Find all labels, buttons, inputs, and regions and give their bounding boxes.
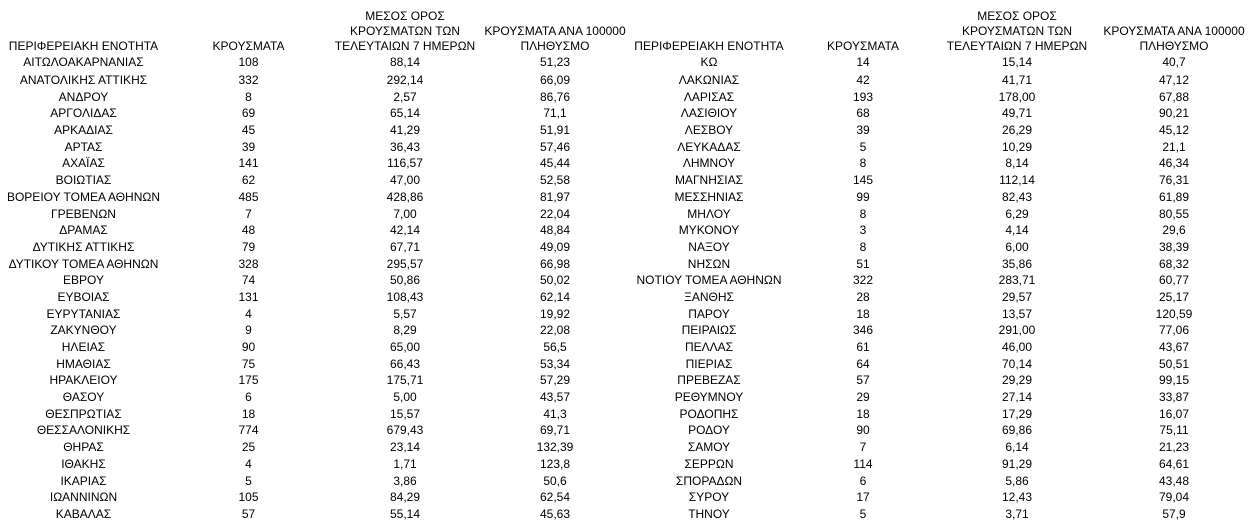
cell-left-cases: 108 bbox=[238, 55, 259, 69]
table-row bbox=[0, 55, 1252, 72]
cell-right-cases: 3 bbox=[859, 223, 867, 238]
cell-left-region: ΗΜΑΘΙΑΣ bbox=[56, 356, 111, 371]
cell-left-cases: 48 bbox=[241, 223, 256, 238]
table-row bbox=[0, 456, 1252, 473]
cell-left-avg7: 42,14 bbox=[389, 223, 421, 238]
cell-right-per100k: 50,51 bbox=[1158, 356, 1190, 371]
cell-left-per100k: 48,84 bbox=[539, 223, 571, 238]
cell-left-per100k: 49,09 bbox=[539, 239, 571, 254]
cell-left-per100k: 45,63 bbox=[539, 506, 571, 521]
cell-left-cases: 39 bbox=[241, 139, 256, 154]
cell-right-per100k: 33,87 bbox=[1158, 390, 1190, 405]
cell-right-avg7: 13,57 bbox=[1001, 306, 1033, 321]
cell-right-per100k: 43,67 bbox=[1158, 340, 1190, 355]
cell-left-avg7: 67,71 bbox=[389, 239, 421, 254]
cell-right-cases: 8 bbox=[859, 156, 867, 171]
cell-left-avg7: 8,29 bbox=[393, 323, 417, 338]
table-row bbox=[0, 355, 1252, 372]
cell-left-cases: 25 bbox=[241, 440, 256, 455]
cell-left-per100k: 50,6 bbox=[543, 473, 567, 488]
cell-left-avg7: 65,14 bbox=[389, 106, 421, 121]
cell-left-cases: 774 bbox=[238, 423, 259, 438]
cell-right-per100k: 79,04 bbox=[1158, 490, 1190, 505]
cell-left-cases: 5 bbox=[245, 473, 252, 488]
cell-left-per100k: 132,39 bbox=[536, 440, 574, 455]
table-row bbox=[0, 88, 1252, 105]
cell-left-avg7: 3,86 bbox=[393, 473, 417, 488]
header-region-right: ΠΕΡΙΦΕΡΕΙΑΚΗ ΕΝΟΤΗΤΑ bbox=[634, 39, 784, 53]
cell-left-region: ΑΡΓΟΛΙΔΑΣ bbox=[50, 106, 117, 121]
table-row bbox=[0, 172, 1252, 189]
cell-left-cases: 74 bbox=[241, 273, 256, 288]
cell-right-avg7: 6,00 bbox=[1005, 239, 1029, 254]
cell-right-region: ΛΗΜΝΟΥ bbox=[682, 156, 736, 171]
cell-left-per100k: 19,92 bbox=[539, 306, 571, 321]
cell-left-region: ΑΙΤΩΛΟΑΚΑΡΝΑΝΙΑΣ bbox=[23, 55, 144, 69]
cell-right-cases: 28 bbox=[856, 289, 870, 304]
table-row bbox=[0, 289, 1252, 306]
table-row bbox=[0, 422, 1252, 439]
cell-left-region: ΙΩΑΝΝΙΝΩΝ bbox=[49, 490, 118, 505]
cell-left-per100k: 51,23 bbox=[539, 55, 571, 69]
cell-left-region: ΘΕΣΣΑΛΟΝΙΚΗΣ bbox=[36, 423, 131, 438]
cell-left-region: ΑΡΤΑΣ bbox=[64, 139, 103, 154]
cell-left-region: ΗΛΕΙΑΣ bbox=[61, 340, 106, 355]
cell-right-per100k: 45,12 bbox=[1158, 123, 1190, 138]
cell-right-avg7: 26,29 bbox=[1001, 123, 1033, 138]
header-per100k-left: ΚΡΟΥΣΜΑΤΑ ΑΝΑ 100000 ΠΛΗΘΥΣΜΟ bbox=[484, 24, 626, 53]
cell-right-per100k: 43,48 bbox=[1158, 473, 1190, 488]
cell-right-avg7: 17,29 bbox=[1001, 406, 1033, 421]
cell-left-avg7: 50,86 bbox=[389, 273, 421, 288]
cell-right-per100k: 76,31 bbox=[1158, 173, 1190, 188]
cell-left-region: ΑΝΔΡΟΥ bbox=[58, 89, 109, 104]
cell-left-region: ΒΟΡΕΙΟΥ ΤΟΜΕΑ ΑΘΗΝΩΝ bbox=[6, 189, 161, 204]
cell-right-per100k: 61,89 bbox=[1158, 189, 1190, 204]
cell-right-avg7: 12,43 bbox=[1001, 490, 1033, 505]
cell-left-avg7: 175,71 bbox=[386, 373, 424, 388]
cell-right-per100k: 21,1 bbox=[1162, 139, 1186, 154]
cell-right-avg7: 91,29 bbox=[1001, 456, 1033, 471]
table-row bbox=[0, 138, 1252, 155]
cell-right-region: ΠΕΙΡΑΙΩΣ bbox=[681, 323, 737, 338]
cell-right-cases: 61 bbox=[856, 340, 870, 355]
cell-left-per100k: 53,34 bbox=[539, 356, 571, 371]
cell-left-region: ΙΚΑΡΙΑΣ bbox=[60, 473, 107, 488]
cell-left-avg7: 2,57 bbox=[393, 89, 417, 104]
cell-right-cases: 51 bbox=[856, 256, 870, 271]
cell-left-per100k: 81,97 bbox=[539, 189, 571, 204]
cell-right-per100k: 16,07 bbox=[1158, 406, 1190, 421]
table-body bbox=[0, 55, 1252, 522]
cell-left-region: ΙΘΑΚΗΣ bbox=[61, 456, 106, 471]
cell-left-avg7: 1,71 bbox=[393, 456, 417, 471]
cell-right-region: ΤΗΝΟΥ bbox=[688, 506, 730, 521]
cell-right-cases: 39 bbox=[856, 123, 870, 138]
cell-left-avg7: 65,00 bbox=[389, 340, 421, 355]
cell-right-region: ΡΟΔΟΥ bbox=[688, 423, 730, 438]
cell-right-cases: 145 bbox=[852, 173, 874, 188]
cell-left-cases: 105 bbox=[238, 490, 259, 505]
cell-left-avg7: 116,57 bbox=[387, 156, 423, 171]
cell-left-cases: 8 bbox=[245, 89, 252, 104]
cell-left-avg7: 84,29 bbox=[389, 490, 421, 505]
cell-left-cases: 57 bbox=[241, 506, 256, 521]
cell-left-avg7: 679,43 bbox=[386, 423, 424, 438]
cell-right-region: ΛΕΥΚΑΔΑΣ bbox=[677, 139, 741, 154]
header-avg7-left: ΜΕΣΟΣ ΟΡΟΣ ΚΡΟΥΣΜΑΤΩΝ ΤΩΝ ΤΕΛΕΥΤΑΙΩΝ 7 ΗΜΕΡΩΝ bbox=[334, 9, 476, 53]
cell-left-cases: 131 bbox=[238, 289, 259, 304]
cell-right-region: ΣΥΡΟΥ bbox=[688, 490, 730, 505]
cell-right-avg7: 27,14 bbox=[1001, 390, 1033, 405]
cell-right-avg7: 49,71 bbox=[1001, 106, 1033, 121]
cell-right-cases: 8 bbox=[859, 239, 867, 254]
cell-left-cases: 69 bbox=[241, 106, 256, 121]
header-region-left: ΠΕΡΙΦΕΡΕΙΑΚΗ ΕΝΟΤΗΤΑ bbox=[8, 39, 159, 53]
cell-right-cases: 6 bbox=[859, 473, 867, 488]
cell-right-per100k: 120,59 bbox=[1155, 306, 1193, 321]
cell-right-cases: 14 bbox=[856, 55, 870, 69]
table-row bbox=[0, 155, 1252, 172]
cell-left-region: ΔΥΤΙΚΗΣ ΑΤΤΙΚΗΣ bbox=[32, 239, 135, 254]
cell-right-avg7: 46,00 bbox=[1001, 340, 1033, 355]
cell-left-avg7: 7,00 bbox=[393, 206, 417, 221]
cell-left-avg7: 5,00 bbox=[393, 390, 417, 405]
cell-left-per100k: 57,29 bbox=[539, 373, 571, 388]
cell-left-cases: 485 bbox=[238, 189, 259, 204]
cell-left-avg7: 41,29 bbox=[389, 123, 421, 138]
cell-left-cases: 79 bbox=[241, 239, 256, 254]
cell-right-per100k: 40,7 bbox=[1162, 55, 1186, 69]
cell-right-per100k: 25,17 bbox=[1158, 289, 1190, 304]
table-row bbox=[0, 472, 1252, 489]
cell-right-cases: 42 bbox=[856, 73, 870, 88]
cell-right-avg7: 291,00 bbox=[998, 323, 1036, 338]
cell-left-avg7: 66,43 bbox=[389, 356, 421, 371]
cell-right-per100k: 64,61 bbox=[1158, 456, 1190, 471]
cell-right-avg7: 70,14 bbox=[1001, 356, 1033, 371]
cell-right-region: ΜΗΛΟΥ bbox=[687, 206, 731, 221]
cell-right-region: ΝΑΞΟΥ bbox=[688, 239, 730, 254]
cell-left-avg7: 5,57 bbox=[393, 306, 417, 321]
table-row bbox=[0, 506, 1252, 523]
cell-right-avg7: 6,29 bbox=[1005, 206, 1029, 221]
cell-left-region: ΑΝΑΤΟΛΙΚΗΣ ΑΤΤΙΚΗΣ bbox=[19, 73, 148, 88]
cell-right-avg7: 41,71 bbox=[1001, 73, 1033, 88]
cell-right-cases: 8 bbox=[859, 206, 867, 221]
cell-left-region: ΓΡΕΒΕΝΩΝ bbox=[51, 206, 116, 221]
cell-left-per100k: 45,44 bbox=[539, 156, 571, 171]
cell-right-per100k: 21,23 bbox=[1158, 440, 1190, 455]
cell-right-per100k: 46,34 bbox=[1158, 156, 1190, 171]
table-row bbox=[0, 189, 1252, 206]
cell-left-avg7: 295,57 bbox=[386, 256, 424, 271]
cell-left-cases: 6 bbox=[245, 390, 252, 405]
cell-left-cases: 7 bbox=[245, 206, 252, 221]
cell-right-region: ΛΑΣΙΘΙΟΥ bbox=[680, 106, 738, 121]
cell-left-avg7: 47,00 bbox=[389, 173, 421, 188]
cell-right-region: ΝΗΣΩΝ bbox=[687, 256, 731, 271]
cell-left-per100k: 43,57 bbox=[539, 390, 571, 405]
cell-right-avg7: 4,14 bbox=[1005, 223, 1029, 238]
table-row bbox=[0, 372, 1252, 389]
cell-right-per100k: 57,9 bbox=[1162, 506, 1186, 521]
cell-left-cases: 90 bbox=[241, 340, 256, 355]
cell-right-cases: 346 bbox=[852, 323, 874, 338]
cell-right-avg7: 8,14 bbox=[1005, 156, 1029, 171]
cell-right-cases: 7 bbox=[859, 440, 867, 455]
cell-right-avg7: 5,86 bbox=[1005, 473, 1029, 488]
cell-right-cases: 64 bbox=[856, 356, 870, 371]
cell-left-per100k: 57,46 bbox=[539, 139, 571, 154]
cell-right-per100k: 68,32 bbox=[1158, 256, 1190, 271]
cell-left-per100k: 41,3 bbox=[543, 406, 567, 421]
cell-right-avg7: 283,71 bbox=[998, 273, 1036, 288]
cell-left-per100k: 62,54 bbox=[539, 490, 571, 505]
cell-right-avg7: 29,57 bbox=[1001, 289, 1033, 304]
cell-right-cases: 5 bbox=[859, 506, 867, 521]
cell-left-region: ΕΥΡΥΤΑΝΙΑΣ bbox=[46, 306, 121, 321]
cell-left-avg7: 55,14 bbox=[389, 506, 421, 521]
cell-right-per100k: 29,6 bbox=[1162, 223, 1186, 238]
table-row bbox=[0, 272, 1252, 289]
cell-right-avg7: 6,14 bbox=[1005, 440, 1029, 455]
cell-right-region: ΞΑΝΘΗΣ bbox=[684, 289, 734, 304]
cell-left-per100k: 51,91 bbox=[539, 123, 571, 138]
table-row bbox=[0, 222, 1252, 239]
cell-left-cases: 75 bbox=[241, 356, 256, 371]
cell-right-region: ΡΟΔΟΠΗΣ bbox=[679, 406, 739, 421]
table-row bbox=[0, 389, 1252, 406]
cell-right-region: ΜΑΓΝΗΣΙΑΣ bbox=[674, 173, 744, 188]
cell-right-per100k: 60,77 bbox=[1158, 273, 1190, 288]
cell-left-per100k: 66,98 bbox=[539, 256, 571, 271]
table-row bbox=[0, 439, 1252, 456]
cell-right-cases: 17 bbox=[856, 490, 870, 505]
cell-right-avg7: 69,86 bbox=[1001, 423, 1033, 438]
cell-right-cases: 29 bbox=[856, 390, 870, 405]
cell-left-avg7: 23,14 bbox=[389, 440, 421, 455]
cell-right-cases: 322 bbox=[852, 273, 874, 288]
table-row bbox=[0, 305, 1252, 322]
cell-left-cases: 141 bbox=[238, 156, 259, 171]
cell-right-region: ΣΕΡΡΩΝ bbox=[684, 456, 734, 471]
cell-right-cases: 5 bbox=[859, 139, 867, 154]
cell-left-per100k: 69,71 bbox=[539, 423, 571, 438]
cell-right-cases: 90 bbox=[856, 423, 870, 438]
table-row bbox=[0, 205, 1252, 222]
cell-left-region: ΘΕΣΠΡΩΤΙΑΣ bbox=[45, 406, 122, 421]
table-row bbox=[0, 405, 1252, 422]
cell-left-cases: 62 bbox=[241, 173, 256, 188]
cell-left-per100k: 66,09 bbox=[539, 73, 571, 88]
cell-right-cases: 114 bbox=[853, 456, 873, 471]
cell-right-per100k: 77,06 bbox=[1158, 323, 1190, 338]
cell-left-region: ΘΗΡΑΣ bbox=[63, 440, 104, 455]
cell-left-avg7: 292,14 bbox=[386, 73, 424, 88]
cell-left-region: ΔΡΑΜΑΣ bbox=[59, 223, 108, 238]
cell-right-avg7: 3,71 bbox=[1005, 506, 1029, 521]
cell-right-avg7: 29,29 bbox=[1001, 373, 1033, 388]
cell-left-region: ΗΡΑΚΛΕΙΟΥ bbox=[49, 373, 118, 388]
cell-left-region: ΖΑΚΥΝΘΟΥ bbox=[50, 323, 117, 338]
cell-right-region: ΠΑΡΟΥ bbox=[688, 306, 730, 321]
table-row bbox=[0, 72, 1252, 89]
cell-left-cases: 4 bbox=[245, 456, 252, 471]
cell-left-region: ΒΟΙΩΤΙΑΣ bbox=[55, 173, 112, 188]
cell-right-cases: 68 bbox=[856, 106, 870, 121]
cell-left-avg7: 108,43 bbox=[386, 289, 424, 304]
table-row bbox=[0, 105, 1252, 122]
cell-right-region: ΝΟΤΙΟΥ ΤΟΜΕΑ ΑΘΗΝΩΝ bbox=[636, 273, 782, 288]
cell-left-cases: 175 bbox=[238, 373, 259, 388]
cell-left-per100k: 71,1 bbox=[543, 106, 567, 121]
cell-left-cases: 328 bbox=[238, 256, 259, 271]
cell-right-cases: 193 bbox=[852, 89, 874, 104]
cell-left-region: ΑΧΑΪΑΣ bbox=[62, 156, 105, 171]
header-row bbox=[0, 0, 1252, 55]
cell-left-cases: 45 bbox=[241, 123, 256, 138]
cell-right-region: ΜΥΚΟΝΟΥ bbox=[678, 223, 740, 238]
cell-right-per100k: 75,11 bbox=[1159, 423, 1189, 438]
cell-left-cases: 9 bbox=[245, 323, 252, 338]
cell-left-region: ΕΥΒΟΙΑΣ bbox=[57, 289, 110, 304]
cell-right-avg7: 178,00 bbox=[998, 89, 1036, 104]
cell-right-region: ΡΕΘΥΜΝΟΥ bbox=[674, 390, 744, 405]
cell-right-region: ΠΡΕΒΕΖΑΣ bbox=[677, 373, 741, 388]
cell-right-avg7: 10,29 bbox=[1001, 139, 1033, 154]
cell-right-cases: 18 bbox=[856, 406, 870, 421]
cell-left-region: ΕΒΡΟΥ bbox=[63, 273, 104, 288]
cell-left-cases: 332 bbox=[238, 73, 259, 88]
cell-left-cases: 4 bbox=[245, 306, 252, 321]
cell-right-region: ΣΑΜΟΥ bbox=[687, 440, 731, 455]
table-row bbox=[0, 339, 1252, 356]
cell-right-per100k: 67,88 bbox=[1158, 89, 1190, 104]
cell-left-avg7: 88,14 bbox=[389, 55, 421, 69]
cell-right-cases: 18 bbox=[856, 306, 870, 321]
header-avg7-right: ΜΕΣΟΣ ΟΡΟΣ ΚΡΟΥΣΜΑΤΩΝ ΤΩΝ ΤΕΛΕΥΤΑΙΩΝ 7 ΗΜΕΡΩΝ bbox=[946, 9, 1088, 53]
header-per100k-right: ΚΡΟΥΣΜΑΤΑ ΑΝΑ 100000 ΠΛΗΘΥΣΜΟ bbox=[1103, 24, 1245, 53]
cell-left-per100k: 52,58 bbox=[539, 173, 571, 188]
cell-right-region: ΠΙΕΡΙΑΣ bbox=[685, 356, 733, 371]
cell-right-region: ΚΩ bbox=[700, 55, 718, 69]
cell-right-region: ΛΑΡΙΣΑΣ bbox=[683, 89, 735, 104]
cell-left-region: ΑΡΚΑΔΙΑΣ bbox=[54, 123, 113, 138]
cell-left-per100k: 50,02 bbox=[539, 273, 571, 288]
header-cases-left: ΚΡΟΥΣΜΑΤΑ bbox=[212, 39, 285, 53]
cell-left-per100k: 22,04 bbox=[539, 206, 571, 221]
table-row bbox=[0, 122, 1252, 139]
cell-right-cases: 99 bbox=[856, 189, 870, 204]
cell-left-region: ΚΑΒΑΛΑΣ bbox=[55, 506, 112, 521]
cell-right-per100k: 38,39 bbox=[1158, 239, 1190, 254]
cell-right-region: ΛΑΚΩΝΙΑΣ bbox=[678, 73, 740, 88]
cell-right-region: ΠΕΛΛΑΣ bbox=[684, 340, 734, 355]
cell-left-per100k: 123,8 bbox=[539, 456, 571, 471]
cell-right-avg7: 15,14 bbox=[1001, 55, 1033, 69]
cell-left-per100k: 62,14 bbox=[539, 289, 571, 304]
cell-left-region: ΔΥΤΙΚΟΥ ΤΟΜΕΑ ΑΘΗΝΩΝ bbox=[8, 256, 159, 271]
cell-right-cases: 57 bbox=[856, 373, 870, 388]
cell-left-avg7: 428,86 bbox=[386, 189, 424, 204]
cell-right-region: ΜΕΣΣΗΝΙΑΣ bbox=[674, 189, 744, 204]
cell-left-per100k: 22,08 bbox=[539, 323, 571, 338]
cell-right-per100k: 99,15 bbox=[1158, 373, 1190, 388]
cell-right-per100k: 90,21 bbox=[1158, 106, 1190, 121]
cell-right-region: ΛΕΣΒΟΥ bbox=[684, 123, 734, 138]
table-row bbox=[0, 322, 1252, 339]
cell-left-per100k: 56,5 bbox=[543, 340, 567, 355]
cell-right-per100k: 80,55 bbox=[1158, 206, 1190, 221]
cell-left-region: ΘΑΣΟΥ bbox=[62, 390, 105, 405]
cell-left-per100k: 86,76 bbox=[539, 89, 571, 104]
cell-right-avg7: 35,86 bbox=[1001, 256, 1033, 271]
cell-right-avg7: 82,43 bbox=[1001, 189, 1033, 204]
table-row bbox=[0, 255, 1252, 272]
cell-left-avg7: 36,43 bbox=[389, 139, 421, 154]
cell-right-avg7: 112,14 bbox=[999, 173, 1035, 188]
cell-left-avg7: 15,57 bbox=[389, 406, 421, 421]
cell-right-region: ΣΠΟΡΑΔΩΝ bbox=[675, 473, 743, 488]
header-cases-right: ΚΡΟΥΣΜΑΤΑ bbox=[827, 39, 899, 53]
table-row bbox=[0, 489, 1252, 506]
table-row bbox=[0, 239, 1252, 256]
cell-right-per100k: 47,12 bbox=[1158, 73, 1190, 88]
cell-left-cases: 18 bbox=[241, 406, 256, 421]
